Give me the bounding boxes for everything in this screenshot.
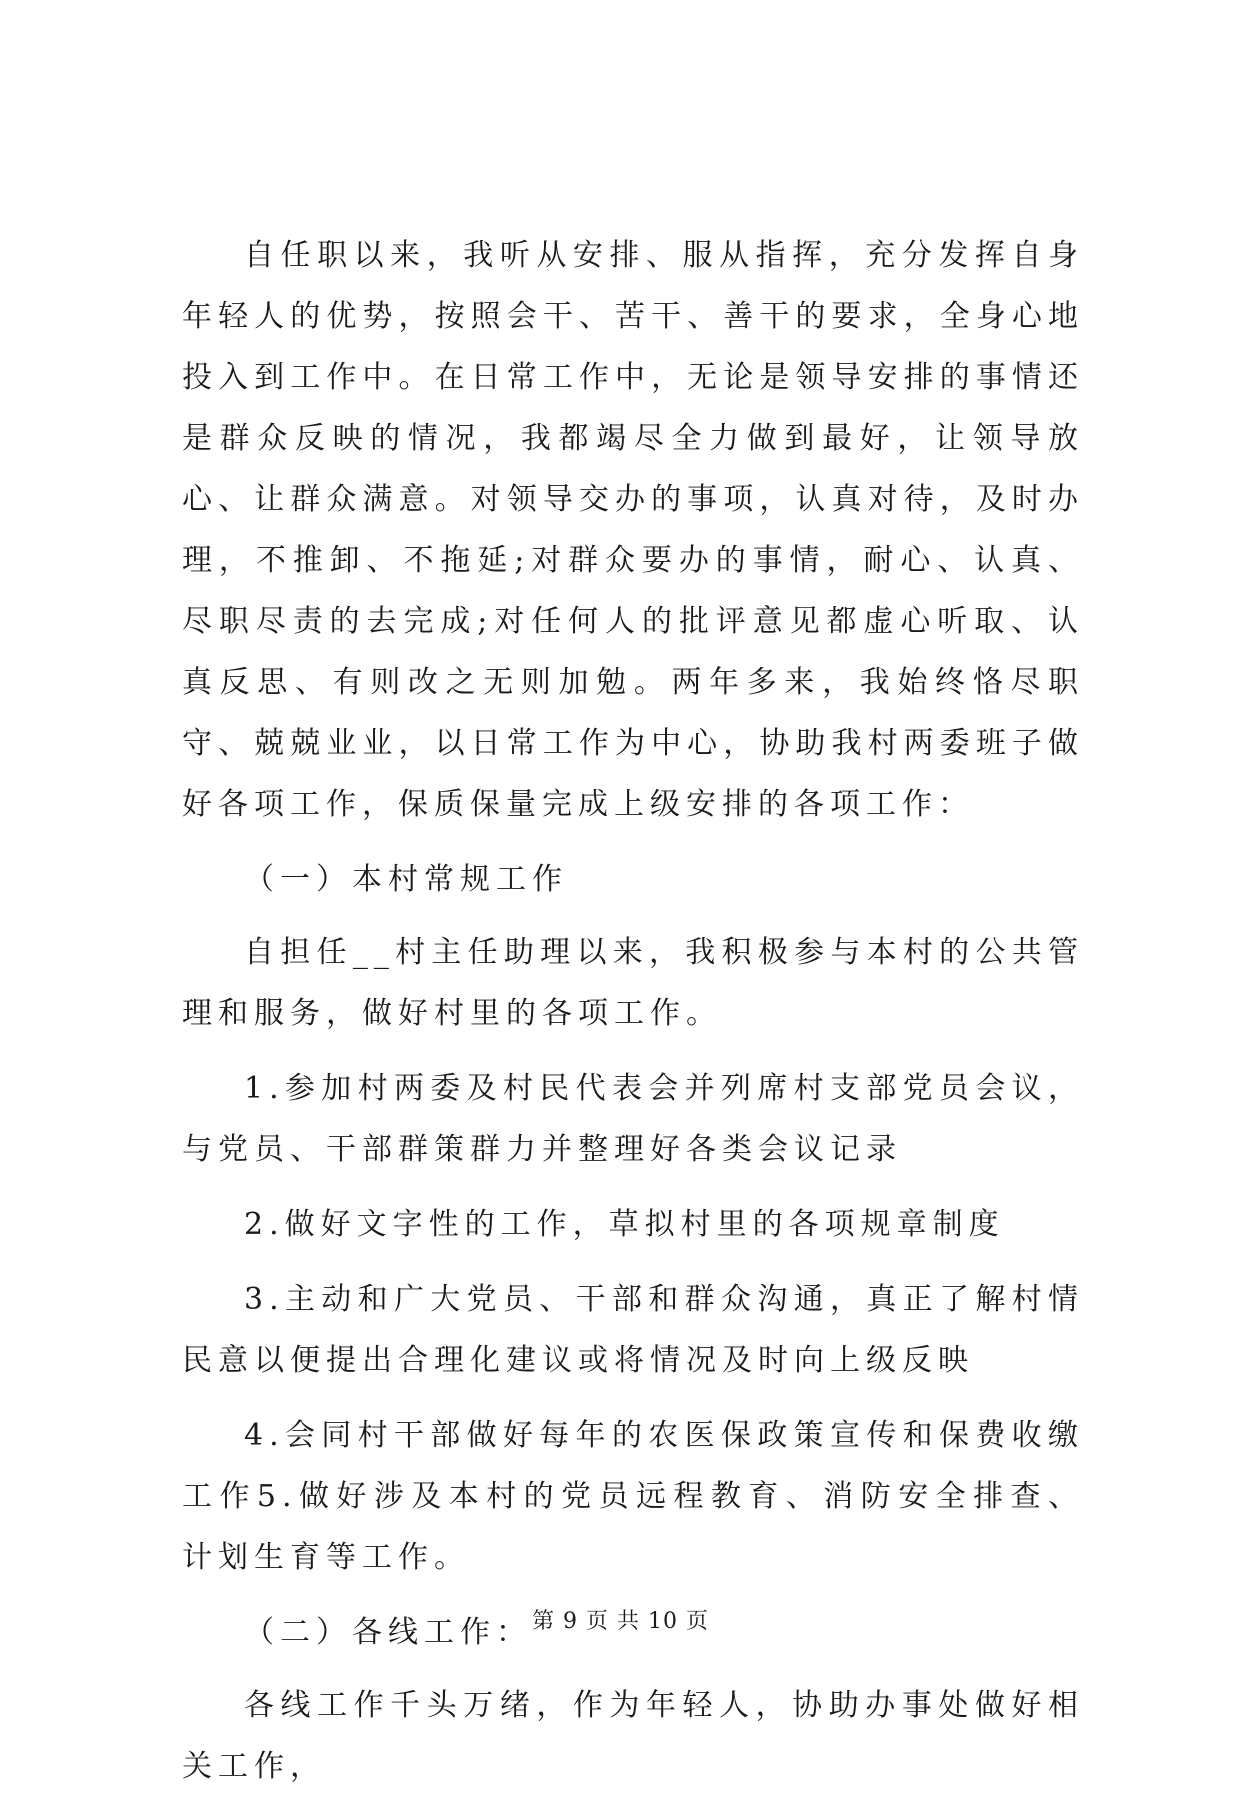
heading-section-2: （二）各线工作： [244, 1615, 532, 1650]
paragraph-intro: 自任职以来，我听从安排、服从指挥，充分发挥自身年轻人的优势，按照会干、苦干、善干的要求，全身心地投入到工作中。在日常工作中，无论是领导安排的事情还是群众反映的情况，我都竭尽全力做到最好，让领导放心、让群众满意。对领导交办的事项，认真对待，及时办理，不推卸、不拖延;对群众要办的事情，耐心、认真、尽职尽责的去完成;对任何人的批评意见都虚心听取、认真反思、有则改之无则加勉。两年多来，我始终恪尽职守、兢兢业业，以日常工作为中心，协助我村两委班子做好各项工作，保质保量完成上级安排的各项工作： [182, 238, 1084, 822]
list-item-4-5: 4.会同村干部做好每年的农医保政策宣传和保费收缴工作5.做好涉及本村的党员远程教育、消防安全排查、计划生育等工作。 [182, 1418, 1084, 1575]
page-number: 第 9 页 共 10 页 [532, 1609, 709, 1634]
paragraph-section-1-intro: 自担任__村主任助理以来，我积极参与本村的公共管理和服务，做好村里的各项工作。 [182, 935, 1084, 1031]
list-item-3: 3.主动和广大党员、干部和群众沟通，真正了解村情民意以便提出合理化建议或将情况及时向上级反映 [182, 1282, 1084, 1378]
list-item-2: 2.做好文字性的工作，草拟村里的各项规章制度 [244, 1207, 1005, 1242]
list-item-1: 1.参加村两委及村民代表会并列席村支部党员会议，与党员、干部群策群力并整理好各类会议记录 [182, 1071, 1084, 1167]
heading-section-1: （一）本村常规工作 [244, 862, 568, 897]
document-body [182, 225, 1084, 1811]
paragraph-section-2-intro: 各线工作千头万绪，作为年轻人，协助办事处做好相关工作， [182, 1688, 1084, 1784]
